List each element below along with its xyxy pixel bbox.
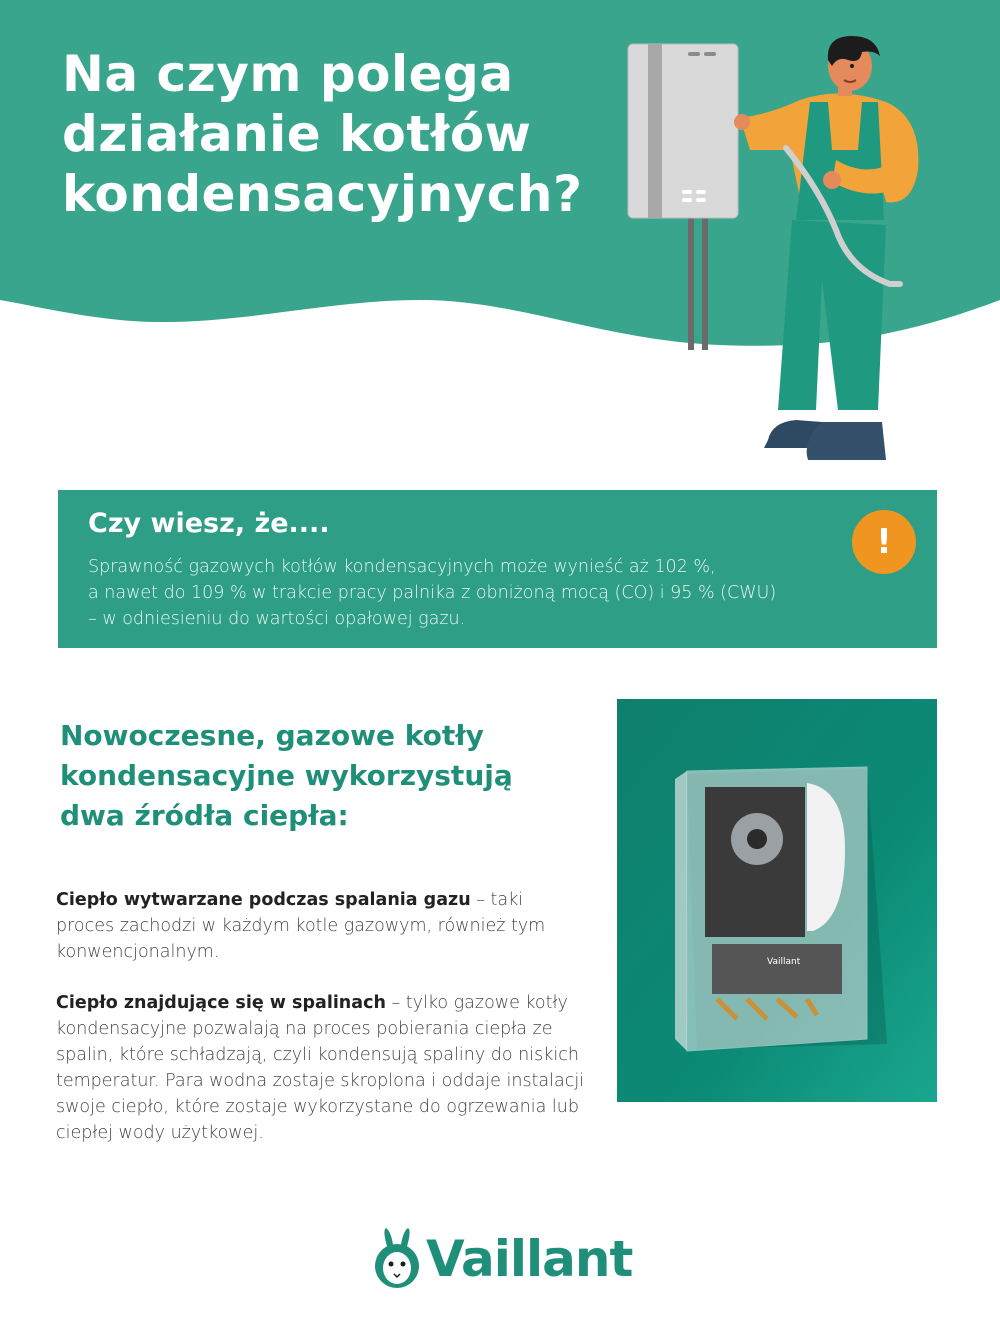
heat-source-paragraph-2: [56, 990, 586, 1146]
heat-source-paragraph-1: [56, 887, 586, 965]
did-you-know-box: [58, 490, 937, 648]
did-you-know-text: [88, 554, 888, 632]
page-title: Na czym polega działanie kotłów kondensacyjnych?: [62, 45, 583, 223]
info-text-line-1: Sprawność gazowych kotłów kondensacyjnych może wynieść aż 102 %,: [88, 557, 716, 577]
technician-illustration: [600, 30, 930, 470]
boiler-illustration: [628, 44, 738, 218]
boiler-product-photo: [617, 699, 937, 1102]
vaillant-logo-text: Vaillant: [426, 1230, 633, 1288]
info-text-line-2: a nawet do 109 % w trakcie pracy palnika z obniżoną mocą (CO) i 95 % (CWU): [88, 583, 777, 603]
paragraph-1-text: – taki proces zachodzi w każdym kotle gazowym, również tym konwencjonalnym.: [56, 890, 546, 962]
vaillant-hare-logo-icon: [374, 1226, 420, 1296]
product-brand-label: Vaillant: [767, 957, 801, 967]
paragraph-2-text: – tylko gazowe kotły kondensacyjne pozwalają na proces pobierania ciepła ze spalin, które schładzają, czyli kondensują spaliny do niskich temperatur. Para wodna zostaje skroplona i oddaje instalacji swoje ciepło, które zostaje wykorzystane do ogrzewania lub ciepłej wody użytkowej.: [56, 993, 585, 1143]
vaillant-logo: [374, 1226, 634, 1296]
paragraph-2-term: Ciepło znajdujące się w spalinach: [56, 993, 386, 1013]
paragraph-1-term: Ciepło wytwarzane podczas spalania gazu: [56, 890, 471, 910]
exclamation-icon: !: [852, 510, 916, 574]
section-heading: Nowoczesne, gazowe kotły kondensacyjne wykorzystują dwa źródła ciepła:: [60, 719, 513, 832]
info-text-line-3: – w odniesieniu do wartości opałowej gazu.: [88, 609, 466, 629]
did-you-know-title: Czy wiesz, że....: [88, 508, 330, 539]
